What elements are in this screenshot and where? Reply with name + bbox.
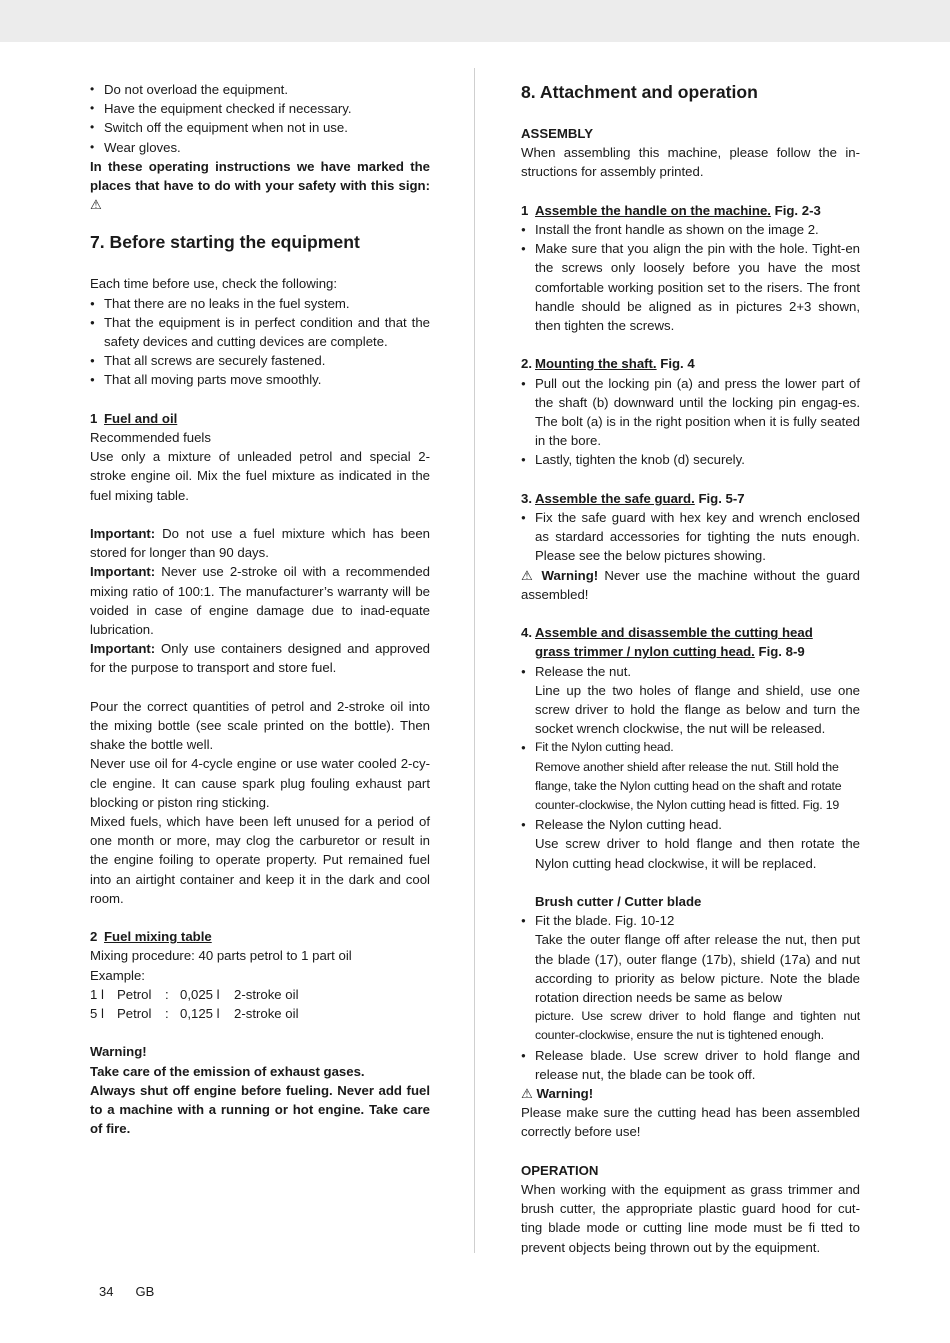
assembly-heading: ASSEMBLY	[521, 126, 594, 141]
step-1-heading: 1 Assemble the handle on the machine. Fig. 2-3	[521, 202, 821, 218]
list-item: ● That there are no leaks in the fuel system.	[90, 294, 430, 313]
list-item: • Switch off the equipment when not in use.	[90, 118, 430, 137]
step-3-heading: 3. Assemble the safe guard. Fig. 5-7	[521, 490, 745, 506]
step-4-heading-line-2: grass trimmer / nylon cutting head. Fig. 8-9	[535, 644, 805, 660]
step-1-list	[521, 220, 860, 335]
step-4-heading: 4. Assemble and disassemble the cutting head	[521, 625, 813, 641]
operation-text: When working with the equipment as grass trimmer and brush cutter, the appropriate plastic guard hood for cut-ting blade mode or cutting line mode must be fi tted to prevent objects being thrown out by the equipment.	[521, 1182, 860, 1255]
important-note-3: Important: Only use containers designed and approved for the purpose to transport and store fuel.	[90, 641, 430, 676]
cutting-head-warning-label: ⚠ Warning!	[521, 1086, 594, 1102]
step-3-list	[521, 508, 860, 566]
safety-note: In these operating instructions we have marked the places that have to do with your safety with this sign: ⚠	[90, 158, 430, 213]
important-note-2: Important: Never use 2-stroke oil with a recommended mixing ratio of 100:1. The manufacturer’s warranty will be voided in case of engine damage due to inad-equate lubrication.	[90, 564, 430, 638]
section-8-title: 8. Attachment and operation	[521, 82, 758, 102]
assembly-text: When assembling this machine, please follow the in-structions for assembly printed.	[521, 145, 860, 180]
brush-cutter-heading: Brush cutter / Cutter blade	[535, 894, 702, 910]
mix-row: 5 l Petrol : 0,125 l 2-stroke oil	[90, 1006, 299, 1022]
left-column	[90, 80, 430, 1138]
right-column	[521, 80, 860, 1257]
fuel-heading: 1 Fuel and oil	[90, 410, 178, 426]
important-note-1: Important: Do not use a fuel mixture which has been stored for longer than 90 days.	[90, 526, 430, 561]
list-item: ● Release the nut. Line up the two holes of flange and shield, use one screw driver to hold the flange as below and turn the socket wrench clockwise, the nut will be released.	[521, 662, 860, 739]
list-item: • Have the equipment checked if necessary.	[90, 99, 430, 118]
section-7-title: 7. Before starting the equipment	[90, 232, 360, 253]
warning-line-2: Always shut off engine before fueling. Never add fuel to a machine with a running or hot engine. Take care of fire.	[90, 1082, 430, 1137]
brush-cutter-list	[521, 911, 860, 1084]
list-item: ● Install the front handle as shown on the image 2.	[521, 220, 860, 239]
list-item: ● That all screws are securely fastened.	[90, 351, 430, 370]
list-item: ● Release blade. Use screw driver to hold flange and release nut, the blade can be took off.	[521, 1046, 860, 1084]
column-divider	[474, 68, 475, 1253]
list-item: • Do not overload the equipment.	[90, 80, 430, 99]
operation-heading: OPERATION	[521, 1162, 599, 1178]
warning-line-1: Take care of the emission of exhaust gases.	[90, 1063, 365, 1079]
fuel-subtitle: Recommended fuels	[90, 430, 211, 446]
list-item: ● Fit the blade. Fig. 10-12 Take the outer flange off after release the nut, then put the blade (17), outer flange (17b), shield (17a) and nut according to priority as below picture. Note the blade rotation direction needs be same as below picture. Use screw driver to hold flange and tighten nut counter-clockwise, ensure the nut is tightened enough.	[521, 911, 860, 1045]
list-item: ● Lastly, tighten the knob (d) securely.	[521, 450, 860, 469]
warning-title: Warning!	[90, 1044, 147, 1060]
intro-bullet-list	[90, 80, 430, 157]
guard-warning: ⚠ Warning! Never use the machine without the guard assembled!	[521, 567, 860, 602]
example-label: Example:	[90, 967, 145, 983]
mixed-fuel-text: Mixed fuels, which have been left unused for a period of one month or more, may clog the carburetor or result in the engine foiling to operate property. Put remained fuel into an airtight container and keep it in the dark and cool room.	[90, 814, 430, 906]
mix-row: 1 l Petrol : 0,025 l 2-stroke oil	[90, 986, 299, 1002]
list-item: ● Fit the Nylon cutting head. Remove another shield after release the nut. Still hold the flange, take the Nylon cutting head on the shaft and rotate counter-clockwise, the Nylon cutting head is fitted. Fig. 19	[521, 738, 860, 815]
list-item: ● Fix the safe guard with hex key and wrench enclosed as stardard accessories for tighting the nuts enough. Please see the below pictures showing.	[521, 508, 860, 566]
list-item: ● That all moving parts move smoothly.	[90, 370, 430, 389]
fuel-text: Use only a mixture of unleaded petrol and special 2-stroke engine oil. Mix the fuel mixture as indicated in the fuel mixing table.	[90, 449, 430, 503]
top-bar	[0, 0, 950, 42]
check-intro: Each time before use, check the following:	[90, 276, 338, 292]
cutting-head-warning-text: Please make sure the cutting head has been assembled correctly before use!	[521, 1105, 860, 1140]
list-item: ● Release the Nylon cutting head. Use screw driver to hold flange and then rotate the Nylon cutting head clockwise, it will be replaced.	[521, 815, 860, 873]
language-code: GB	[135, 1284, 155, 1299]
list-item: ● Make sure that you align the pin with the hole. Tight-en the screws only loosely before you have the most comfortable working position set to the risers. The front handle should be aligned as in pictures 2+3 shown, then tighten the screws.	[521, 239, 860, 335]
page-number: 34	[99, 1284, 114, 1299]
never-text: Never use oil for 4-cycle engine or use water cooled 2-cy-cle engine. It can cause spark plug fouling exhaust part blocking or piston ring sticking.	[90, 756, 430, 810]
step-2-heading: 2. Mounting the shaft. Fig. 4	[521, 356, 695, 372]
pour-text: Pour the correct quantities of petrol and 2-stroke oil into the mixing bottle (see scale printed on the bottle). Then shake the bottle well.	[90, 698, 430, 753]
page-footer	[99, 1282, 176, 1301]
list-item: ● Pull out the locking pin (a) and press the lower part of the shaft (b) downward until the locking pin engag-es. The bolt (a) is in the right position when it is fully seated in the bore.	[521, 374, 860, 451]
list-item: • Wear gloves.	[90, 138, 430, 157]
step-4-list	[521, 662, 860, 873]
list-item: ● That the equipment is in perfect condition and that the safety devices and cutting devices are complete.	[90, 313, 430, 351]
check-list	[90, 294, 430, 390]
mix-procedure: Mixing procedure: 40 parts petrol to 1 part oil	[90, 948, 352, 964]
mixing-table-heading: 2 Fuel mixing table	[90, 929, 212, 945]
step-2-list	[521, 374, 860, 470]
